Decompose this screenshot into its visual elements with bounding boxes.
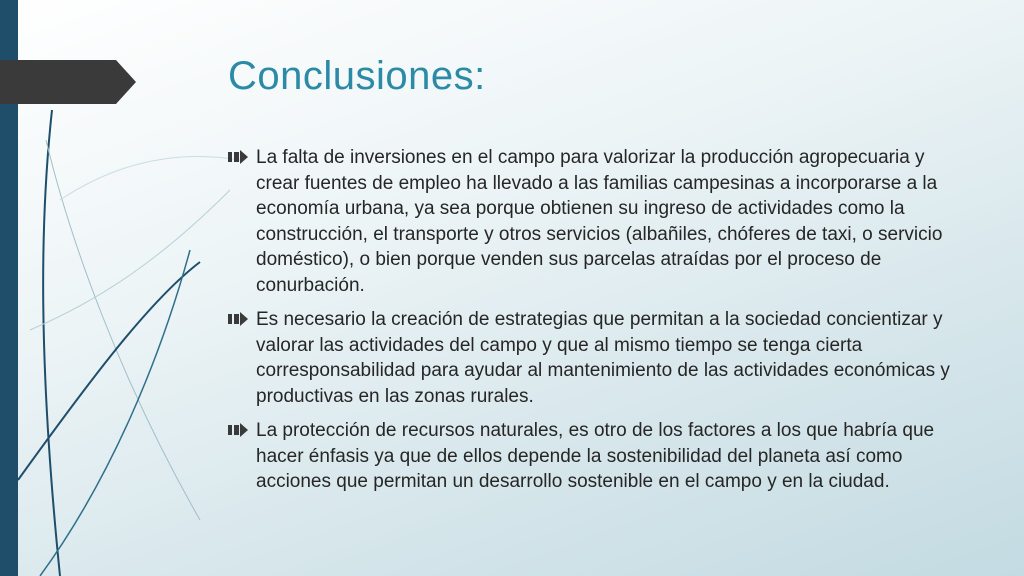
arrow-bullet-icon [228, 150, 248, 164]
arrow-bullet-icon [228, 312, 248, 326]
title-arrow-shape [0, 60, 140, 104]
bullet-item [228, 145, 968, 298]
bullet-text: Es necesario la creación de estrategias que permitan a la sociedad concientizar y valorar las actividades del campo y que al mismo tiempo se tenga cierta corresponsabilidad para ayudar al mantenimiento de las actividades económicas y productivas en las zonas rurales. [256, 309, 950, 407]
bullet-list [228, 145, 968, 504]
bullet-item [228, 307, 968, 409]
bullet-item [228, 418, 968, 495]
slide-title: Conclusiones: [228, 54, 486, 98]
bullet-text: La falta de inversiones en el campo para valorizar la producción agropecuaria y crear fuentes de empleo ha llevado a las familias campesinas a incorporarse a la economía urbana, ya sea porque obtienen su ingreso de actividades como la construcción, el transporte y otros servicios (albañiles, chóferes de taxi, o servicio doméstico), o bien porque venden sus parcelas atraídas por el proceso de conurbación. [256, 147, 943, 296]
bullet-text: La protección de recursos naturales, es otro de los factores a los que habría que hacer énfasis ya que de ellos depende la sostenibilidad del planeta así como acciones que permitan un desarrollo sostenible en el campo y en la ciudad. [256, 420, 935, 492]
arrow-bullet-icon [228, 423, 248, 437]
